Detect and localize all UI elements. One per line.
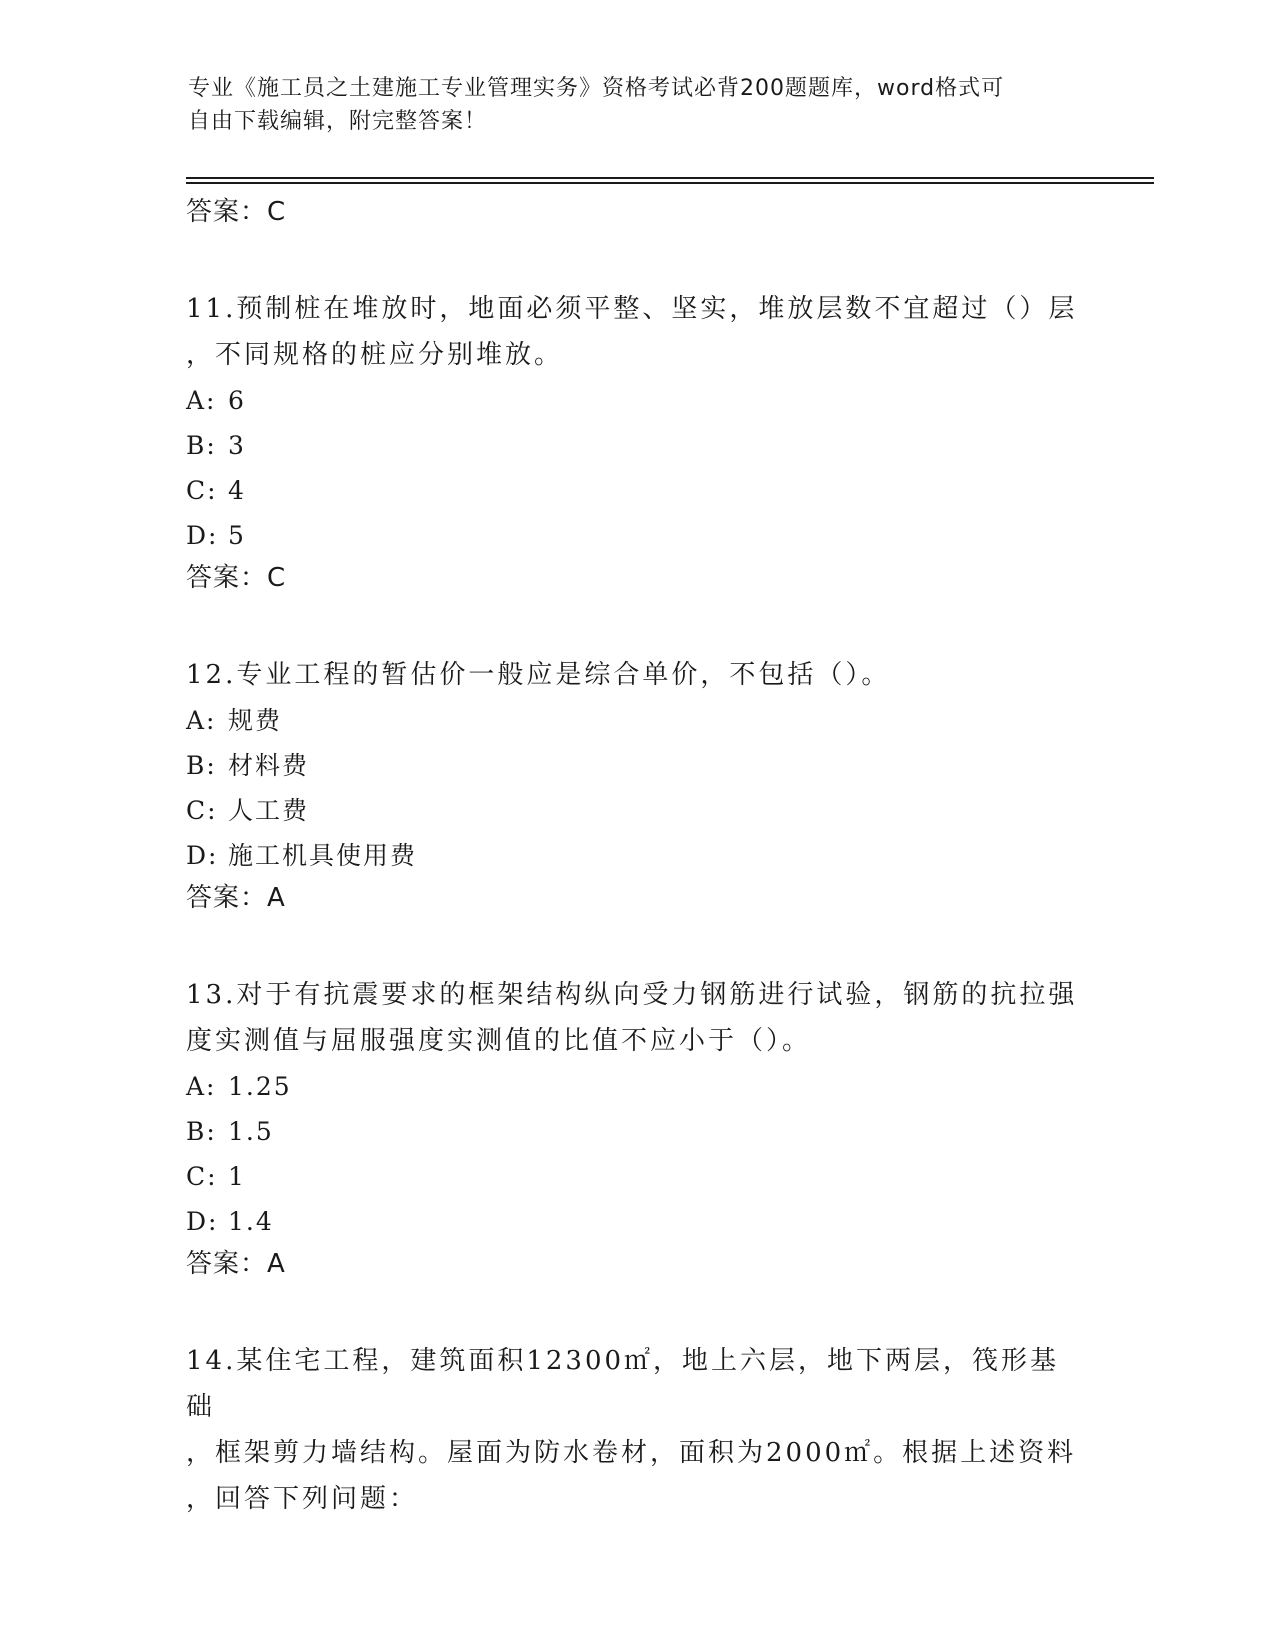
option-c [186,468,1086,513]
option-letter: A: [186,386,217,415]
header-divider [186,177,1154,179]
option-letter: B: [186,431,217,460]
question-line: 11.预制桩在堆放时，地面必须平整、坚实，堆放层数不宜超过（）层 [186,294,1078,324]
option-text: 5 [228,521,246,550]
option-text: 人工费 [228,796,310,825]
option-text: 材料费 [228,751,310,780]
question-line: 12.专业工程的暂估价一般应是综合单价，不包括（）。 [186,660,891,690]
option-letter: A: [186,706,217,735]
option-d [186,513,1086,558]
option-letter: D: [186,1207,219,1236]
answer-line: 答案：A [186,1249,286,1279]
question-item [186,286,1086,600]
question-text [186,652,1086,698]
option-text: 1.25 [228,1072,292,1101]
option-letter: B: [186,751,217,780]
question-text [186,286,1086,378]
option-text: 1 [228,1162,246,1191]
option-b [186,1109,1086,1154]
option-text: 3 [228,431,246,460]
option-letter: D: [186,521,219,550]
option-a [186,378,1086,423]
option-letter: A: [186,1072,217,1101]
question-line: ，不同规格的桩应分别堆放。 [186,340,564,370]
option-letter: D: [186,841,219,870]
question-text [186,972,1086,1064]
option-text: 规费 [228,706,283,735]
option-text: 1.4 [228,1207,274,1236]
question-item [186,652,1086,920]
answer-line: 答案：C [186,563,287,593]
header-divider-double [186,182,1154,184]
option-letter: C: [186,796,218,825]
option-d [186,833,1086,878]
question-line: 13.对于有抗震要求的框架结构纵向受力钢筋进行试验，钢筋的抗拉强 [186,980,1078,1010]
option-d [186,1199,1086,1244]
question-line: ，框架剪力墙结构。屋面为防水卷材，面积为2000㎡。根据上述资料 [186,1438,1077,1468]
option-letter: C: [186,1162,218,1191]
option-a [186,698,1086,743]
page-header [188,72,1068,138]
option-text: 施工机具使用费 [228,841,418,870]
option-c [186,1154,1086,1199]
question-text [186,1338,1086,1522]
question-line: 度实测值与屈服强度实测值的比值不应小于（）。 [186,1026,812,1056]
question-item [186,1338,1086,1522]
header-line-1: 专业《施工员之土建施工专业管理实务》资格考试必背200题题库，word格式可 [188,76,1005,101]
option-a [186,1064,1086,1109]
option-text: 6 [228,386,246,415]
question-item [186,972,1086,1286]
option-text: 4 [228,476,246,505]
option-b [186,423,1086,468]
question-line: ，回答下列问题： [186,1484,419,1514]
question-line: 14.某住宅工程，建筑面积12300㎡，地上六层，地下两层，筏形基础 [186,1346,1060,1422]
option-b [186,743,1086,788]
option-letter: C: [186,476,218,505]
option-text: 1.5 [228,1117,274,1146]
answer-line: 答案：C [186,197,287,227]
option-letter: B: [186,1117,217,1146]
answer-line: 答案：A [186,883,286,913]
option-c [186,788,1086,833]
question-list [186,192,1086,1522]
header-line-2: 自由下载编辑，附完整答案！ [188,109,488,134]
